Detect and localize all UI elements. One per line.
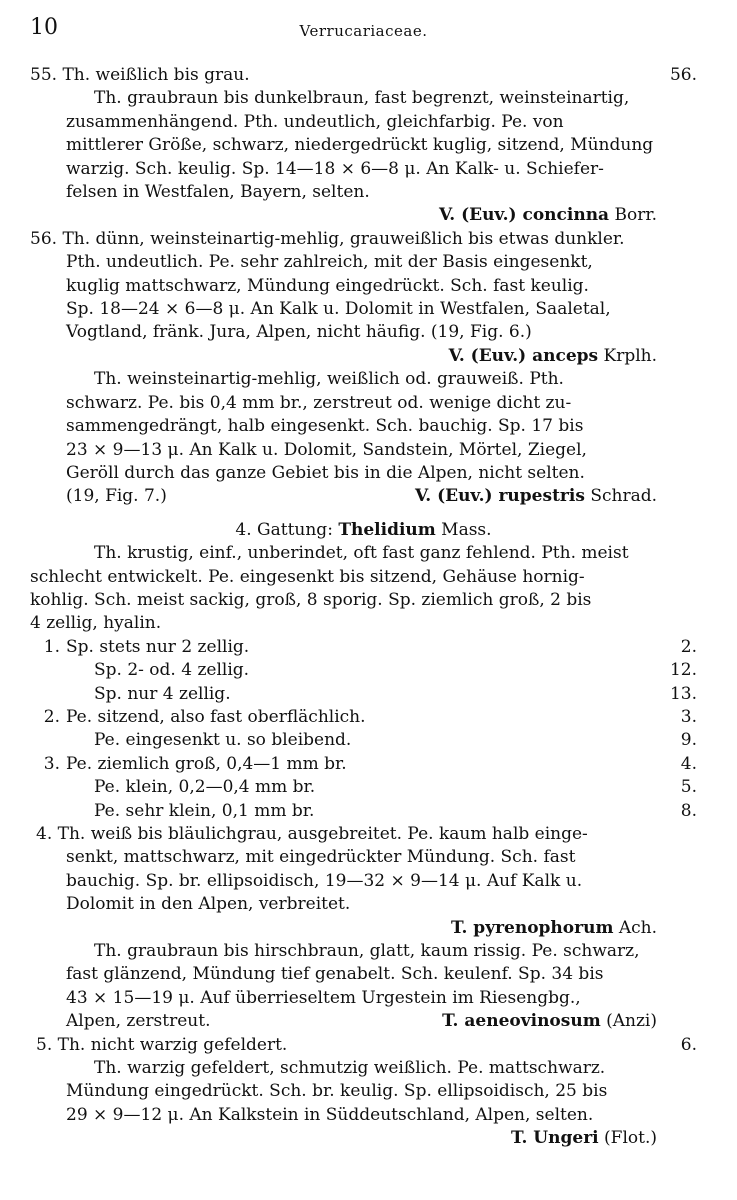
line-content: Alpen, zerstreut. — [66, 1011, 211, 1032]
species-name — [439, 204, 697, 227]
key-row — [30, 636, 697, 659]
key-reference: 3. — [680, 706, 697, 727]
species-author: Krplh. — [598, 345, 657, 366]
text-line — [30, 64, 697, 87]
key-content: Sp. 2- od. 4 zellig. — [94, 660, 250, 681]
line-content: Th. warzig gefeldert, schmutzig weißlich. Pe. mattschwarz. — [94, 1058, 606, 1079]
line-text — [30, 134, 697, 157]
line-text — [30, 111, 697, 134]
species-name — [415, 485, 697, 508]
species-author: (Flot.) — [598, 1128, 657, 1149]
key-reference: 12. — [669, 660, 697, 681]
genus-description-line: 4 zellig, hyalin. — [30, 613, 162, 634]
line-content: Dolomit in den Alpen, verbreitet. — [66, 894, 351, 915]
genus-description-line: Th. krustig, einf., unberindet, oft fast ganz fehlend. Pth. meist — [94, 543, 629, 564]
key-text — [30, 659, 657, 682]
species-author: Ach. — [613, 917, 657, 938]
line-content: warzig. Sch. keulig. Sp. 14—18 × 6—8 μ. An Kalk- u. Schiefer- — [66, 158, 604, 179]
key-content: Pe. sitzend, also fast oberflächlich. — [66, 706, 366, 727]
line-content: 43 × 15—19 μ. Auf überrieseltem Urgestein im Riesengbg., — [66, 987, 581, 1008]
line-text — [30, 987, 697, 1010]
species-name — [442, 1010, 697, 1033]
text-line — [30, 275, 697, 298]
line-content: 4. Th. weiß bis bläulichgrau, ausgebreitet. Pe. kaum halb einge- — [36, 824, 588, 844]
species-epithet: V. (Euv.) rupestris — [415, 486, 585, 507]
line-content: zusammenhängend. Pth. undeutlich, gleichfarbig. Pe. von — [66, 111, 564, 132]
genus-description-line: kohlig. Sch. meist sackig, groß, 8 sporig. Sp. ziemlich groß, 2 bis — [30, 589, 592, 610]
text-line — [30, 321, 697, 344]
line-content: 23 × 9—13 μ. An Kalk u. Dolomit, Sandstein, Mörtel, Ziegel, — [66, 439, 587, 460]
text-line — [30, 462, 697, 485]
text-line — [30, 87, 697, 110]
genus-name: Thelidium — [338, 519, 436, 540]
key-text — [30, 776, 657, 799]
line-text — [30, 846, 697, 869]
key-row — [30, 706, 697, 729]
key-text — [30, 706, 657, 729]
key-row — [30, 776, 697, 799]
species-epithet: V. (Euv.) concinna — [439, 205, 610, 226]
key-reference: 5. — [680, 777, 697, 798]
text-line — [30, 1034, 697, 1057]
line-content: Th. graubraun bis hirschbraun, glatt, kaum rissig. Pe. schwarz, — [94, 941, 640, 962]
text-line — [30, 846, 697, 869]
line-text — [30, 368, 697, 391]
key-text — [30, 800, 657, 823]
key-number: 1. — [43, 636, 60, 657]
line-text — [30, 228, 697, 251]
line-text — [30, 439, 697, 462]
key-number: 3. — [43, 753, 60, 774]
text-line — [30, 158, 697, 181]
text-line — [30, 228, 697, 251]
key-number: 2. — [43, 706, 60, 727]
line-text — [30, 1104, 697, 1127]
line-content: 56. Th. dünn, weinsteinartig-mehlig, grauweißlich bis etwas dunkler. — [30, 228, 625, 249]
key-reference: 8. — [680, 800, 697, 821]
line-text — [30, 64, 657, 87]
line-text — [30, 275, 697, 298]
key-reference: 4. — [680, 753, 697, 774]
line-text — [30, 204, 439, 227]
text-line — [30, 963, 697, 986]
text-line — [30, 345, 697, 368]
line-text — [30, 158, 697, 181]
running-head: Verrucariaceae. — [299, 22, 428, 40]
key-content: Sp. nur 4 zellig. — [94, 683, 231, 704]
line-text — [30, 963, 697, 986]
species-epithet: T. Ungeri — [511, 1128, 599, 1149]
text-line — [30, 204, 697, 227]
page-header — [30, 16, 697, 50]
line-content: 5. Th. nicht warzig gefeldert. — [36, 1034, 288, 1055]
key-row — [30, 729, 697, 752]
line-text — [30, 251, 697, 274]
key-text — [30, 683, 657, 706]
line-text — [30, 893, 697, 916]
key-reference: 2. — [680, 636, 697, 657]
line-text — [30, 485, 415, 508]
species-author: Borr. — [609, 205, 657, 226]
page-body — [30, 64, 697, 1151]
species-author: Schrad. — [584, 486, 657, 507]
text-line — [30, 940, 697, 963]
species-name — [451, 917, 697, 940]
text-line — [30, 1010, 697, 1033]
line-text — [30, 917, 451, 940]
line-content: senkt, mattschwarz, mit eingedrückter Mündung. Sch. fast — [66, 847, 576, 868]
text-line — [30, 392, 697, 415]
line-text — [30, 1010, 442, 1033]
genus-author: Mass. — [435, 519, 492, 540]
line-content: Geröll durch das ganze Gebiet bis in die Alpen, nicht selten. — [66, 462, 585, 483]
line-text — [30, 298, 697, 321]
species-author: (Anzi) — [600, 1011, 657, 1032]
line-content: mittlerer Größe, schwarz, niedergedrückt kuglig, sitzend, Mündung — [66, 135, 654, 156]
text-line — [30, 439, 697, 462]
line-content: 55. Th. weißlich bis grau. — [30, 65, 250, 85]
species-name — [449, 345, 697, 368]
genus-heading — [30, 519, 697, 542]
text-line — [30, 485, 697, 508]
key-row — [30, 659, 697, 682]
text-line — [30, 870, 697, 893]
line-content: fast glänzend, Mündung tief genabelt. Sch. keulenf. Sp. 34 bis — [66, 964, 604, 985]
text-line — [30, 1127, 697, 1150]
line-text — [30, 870, 697, 893]
text-line — [30, 368, 697, 391]
line-text — [30, 87, 697, 110]
text-line — [30, 987, 697, 1010]
key-text — [30, 753, 657, 776]
line-content: bauchig. Sp. br. ellipsoidisch, 19—32 × 9—14 μ. Auf Kalk u. — [66, 870, 583, 891]
line-text — [30, 1127, 511, 1150]
genus-prefix: 4. Gattung: — [235, 519, 339, 540]
line-text — [30, 823, 697, 846]
species-epithet: T. aeneovinosum — [442, 1011, 601, 1032]
line-content: Th. graubraun bis dunkelbraun, fast begrenzt, weinsteinartig, — [94, 88, 630, 109]
text-line — [30, 181, 697, 204]
text-line — [30, 251, 697, 274]
line-content: Mündung eingedrückt. Sch. br. keulig. Sp. ellipsoidisch, 25 bis — [66, 1081, 608, 1102]
line-text — [30, 1034, 657, 1057]
species-epithet: T. pyrenophorum — [451, 917, 614, 938]
line-content: (19, Fig. 7.) — [66, 486, 167, 507]
key-row — [30, 683, 697, 706]
line-content: sammengedrängt, halb eingesenkt. Sch. bauchig. Sp. 17 bis — [66, 416, 584, 437]
text-line — [30, 1057, 697, 1080]
line-text — [30, 1057, 697, 1080]
key-content: Sp. stets nur 2 zellig. — [66, 636, 250, 657]
line-text — [30, 392, 697, 415]
species-epithet: V. (Euv.) anceps — [448, 345, 599, 366]
line-text — [30, 415, 697, 438]
key-text — [30, 636, 657, 659]
text-line — [30, 134, 697, 157]
line-text — [30, 181, 697, 204]
text-line — [30, 823, 697, 846]
text-line — [30, 893, 697, 916]
line-content: Pth. undeutlich. Pe. sehr zahlreich, mit der Basis eingesenkt, — [66, 252, 593, 273]
text-line — [30, 1104, 697, 1127]
key-row — [30, 753, 697, 776]
species-name — [511, 1127, 697, 1150]
line-text — [30, 321, 697, 344]
key-content: Pe. klein, 0,2—0,4 mm br. — [94, 777, 316, 798]
key-reference: 56. — [669, 65, 697, 85]
genus-description-line: schlecht entwickelt. Pe. eingesenkt bis sitzend, Gehäuse hornig- — [30, 566, 585, 587]
line-content: felsen in Westfalen, Bayern, selten. — [66, 182, 370, 203]
text-line — [30, 298, 697, 321]
text-line — [30, 1080, 697, 1103]
key-content: Pe. sehr klein, 0,1 mm br. — [94, 800, 315, 821]
line-text — [30, 462, 697, 485]
page-number: 10 — [30, 15, 58, 40]
line-content: kuglig mattschwarz, Mündung eingedrückt. Sch. fast keulig. — [66, 275, 589, 296]
line-text — [30, 1080, 697, 1103]
key-text — [30, 729, 657, 752]
line-content: 29 × 9—12 μ. An Kalkstein in Süddeutschland, Alpen, selten. — [66, 1104, 594, 1125]
key-reference: 6. — [680, 1034, 697, 1055]
key-reference: 13. — [669, 683, 697, 704]
line-text — [30, 345, 449, 368]
key-row — [30, 800, 697, 823]
text-line — [30, 917, 697, 940]
text-line — [30, 111, 697, 134]
line-content: Vogtland, fränk. Jura, Alpen, nicht häufig. (19, Fig. 6.) — [66, 322, 532, 343]
line-content: schwarz. Pe. bis 0,4 mm br., zerstreut od. wenige dicht zu- — [66, 392, 572, 413]
text-line — [30, 415, 697, 438]
key-reference: 9. — [680, 730, 697, 751]
key-content: Pe. ziemlich groß, 0,4—1 mm br. — [66, 753, 347, 774]
line-text — [30, 940, 697, 963]
line-content: Th. weinsteinartig-mehlig, weißlich od. grauweiß. Pth. — [94, 369, 564, 390]
line-content: Sp. 18—24 × 6—8 μ. An Kalk u. Dolomit in Westfalen, Saaletal, — [66, 299, 611, 320]
key-content: Pe. eingesenkt u. so bleibend. — [94, 730, 352, 751]
